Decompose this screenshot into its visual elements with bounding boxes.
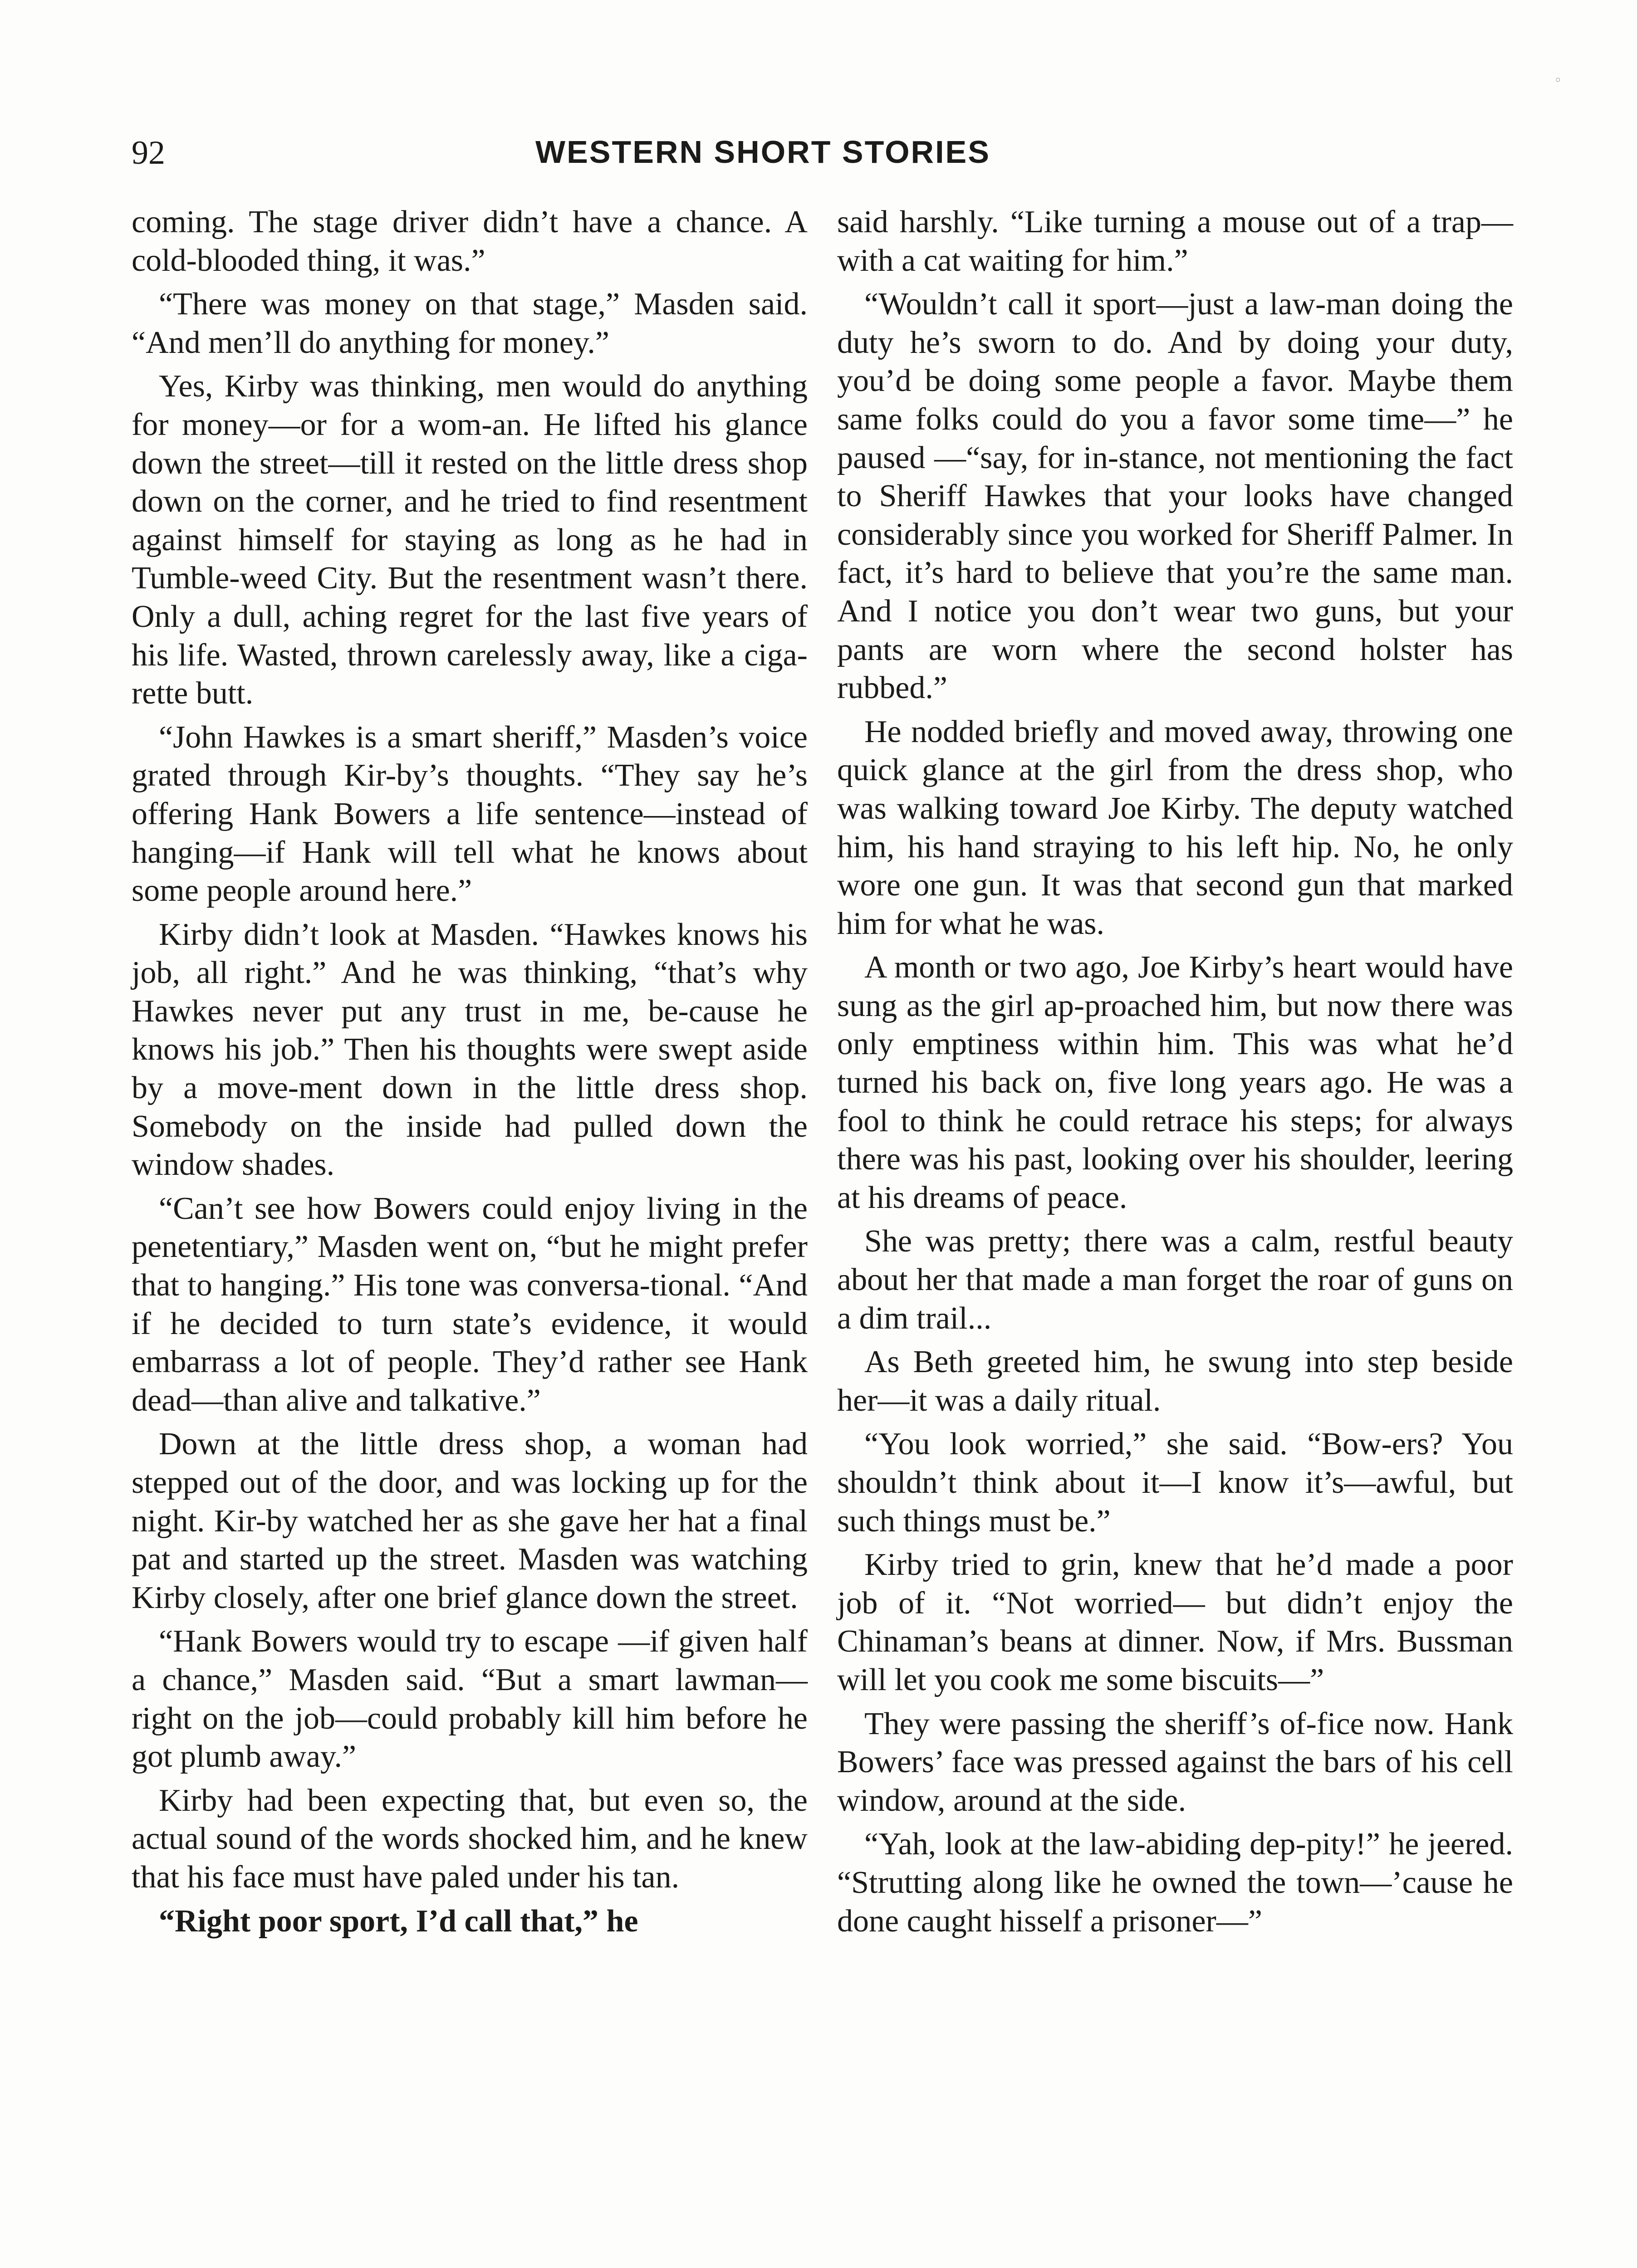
paragraph: “You look worried,” she said. “Bow-ers? You shouldn’t think about it—I know it’s—awful, but such things must be.” xyxy=(837,1427,1513,1539)
paragraph: “Can’t see how Bowers could enjoy living in the penetentiary,” Masden went on, “but he might prefer that to hanging.” His tone was conversa-tional. “And if he decided to turn state’s evidence, it would embarrass a lot of people. They’d rather see Hank dead—than alive and talkative.” xyxy=(132,1191,808,1418)
paragraph: “Yah, look at the law-abiding dep-pity!” he jeered. “Strutting along like he owned the town—’cause he done caught hisself a prisoner—” xyxy=(837,1827,1513,1939)
paragraph: Kirby had been expecting that, but even so, the actual sound of the words shocked him, and he knew that his face must have paled under his tan. xyxy=(132,1783,808,1895)
left-column xyxy=(132,203,808,1941)
paragraph: As Beth greeted him, he swung into step beside her—it was a daily ritual. xyxy=(837,1344,1513,1418)
paragraph: He nodded briefly and moved away, throwing one quick glance at the girl from the dress shop, who was walking toward Joe Kirby. The deputy watched him, his hand straying to his left hip. No, he only wore one gun. It was that second gun that marked him for what he was. xyxy=(837,714,1513,941)
page-number: 92 xyxy=(132,134,165,171)
paragraph: They were passing the sheriff’s of-fice now. Hank Bowers’ face was pressed against the bars of his cell window, around at the side. xyxy=(837,1706,1513,1818)
paragraph: “John Hawkes is a smart sheriff,” Masden’s voice grated through Kir-by’s thoughts. “They say he’s offering Hank Bowers a life sentence—instead of hanging—if Hank will tell what he knows about some people around here.” xyxy=(132,719,808,909)
paragraph: said harshly. “Like turning a mouse out of a trap—with a cat waiting for him.” xyxy=(837,205,1513,278)
paragraph: “Wouldn’t call it sport—just a law-man doing the duty he’s sworn to do. And by doing your duty, you’d be doing some people a favor. Maybe them same folks could do you a favor some time—” he paused —“say, for in-stance, not mentioning the fact to Sheriff Hawkes that your looks have changed considerably since you worked for Sheriff Palmer. In fact, it’s hard to believe that you’re the same man. And I notice you don’t wear two guns, but your pants are worn where the second holster has rubbed.” xyxy=(837,287,1513,706)
corner-speck: ◦ xyxy=(1554,73,1562,88)
paragraph: A month or two ago, Joe Kirby’s heart would have sung as the girl ap-proached him, but now there was only emptiness within him. This was what he’d turned his back on, five long years ago. He was a fool to think he could retrace his steps; for always there was his past, looking over his shoulder, leering at his dreams of peace. xyxy=(837,950,1513,1215)
paragraph: “Hank Bowers would try to escape —if given half a chance,” Masden said. “But a smart lawman—right on the job—could probably kill him before he got plumb away.” xyxy=(132,1624,808,1774)
paragraph: Kirby didn’t look at Masden. “Hawkes knows his job, all right.” And he was thinking, “that’s why Hawkes never put any trust in me, be-cause he knows his job.” Then his thoughts were swept aside by a move-ment down in the little dress shop. Somebody on the inside had pulled down the window shades. xyxy=(132,917,808,1183)
paragraph: She was pretty; there was a calm, restful beauty about her that made a man forget the roar of guns on a dim trail... xyxy=(837,1224,1513,1336)
paragraph: Kirby tried to grin, knew that he’d made a poor job of it. “Not worried— but didn’t enjoy the Chinaman’s beans at dinner. Now, if Mrs. Bussman will let you cook me some biscuits—” xyxy=(837,1547,1513,1697)
paragraph: coming. The stage driver didn’t have a chance. A cold-blooded thing, it was.” xyxy=(132,205,808,278)
paragraph: Yes, Kirby was thinking, men would do anything for money—or for a wom-an. He lifted his glance down the street—till it rested on the little dress shop down on the corner, and he tried to find resentment against himself for staying as long as he had in Tumble-weed City. But the resentment wasn’t there. Only a dull, aching regret for the last five years of his life. Wasted, thrown carelessly away, like a ciga-rette butt. xyxy=(132,369,808,711)
running-head: WESTERN SHORT STORIES xyxy=(535,134,990,170)
paragraph: “There was money on that stage,” Masden said. “And men’ll do anything for money.” xyxy=(132,287,808,360)
paragraph: “Right poor sport, I’d call that,” he xyxy=(159,1903,638,1939)
right-column xyxy=(837,203,1513,1946)
paragraph: Down at the little dress shop, a woman had stepped out of the door, and was locking up for the night. Kir-by watched her as she gave her hat a final pat and started up the street. Masden was watching Kirby closely, after one brief glance down the street. xyxy=(132,1427,808,1615)
